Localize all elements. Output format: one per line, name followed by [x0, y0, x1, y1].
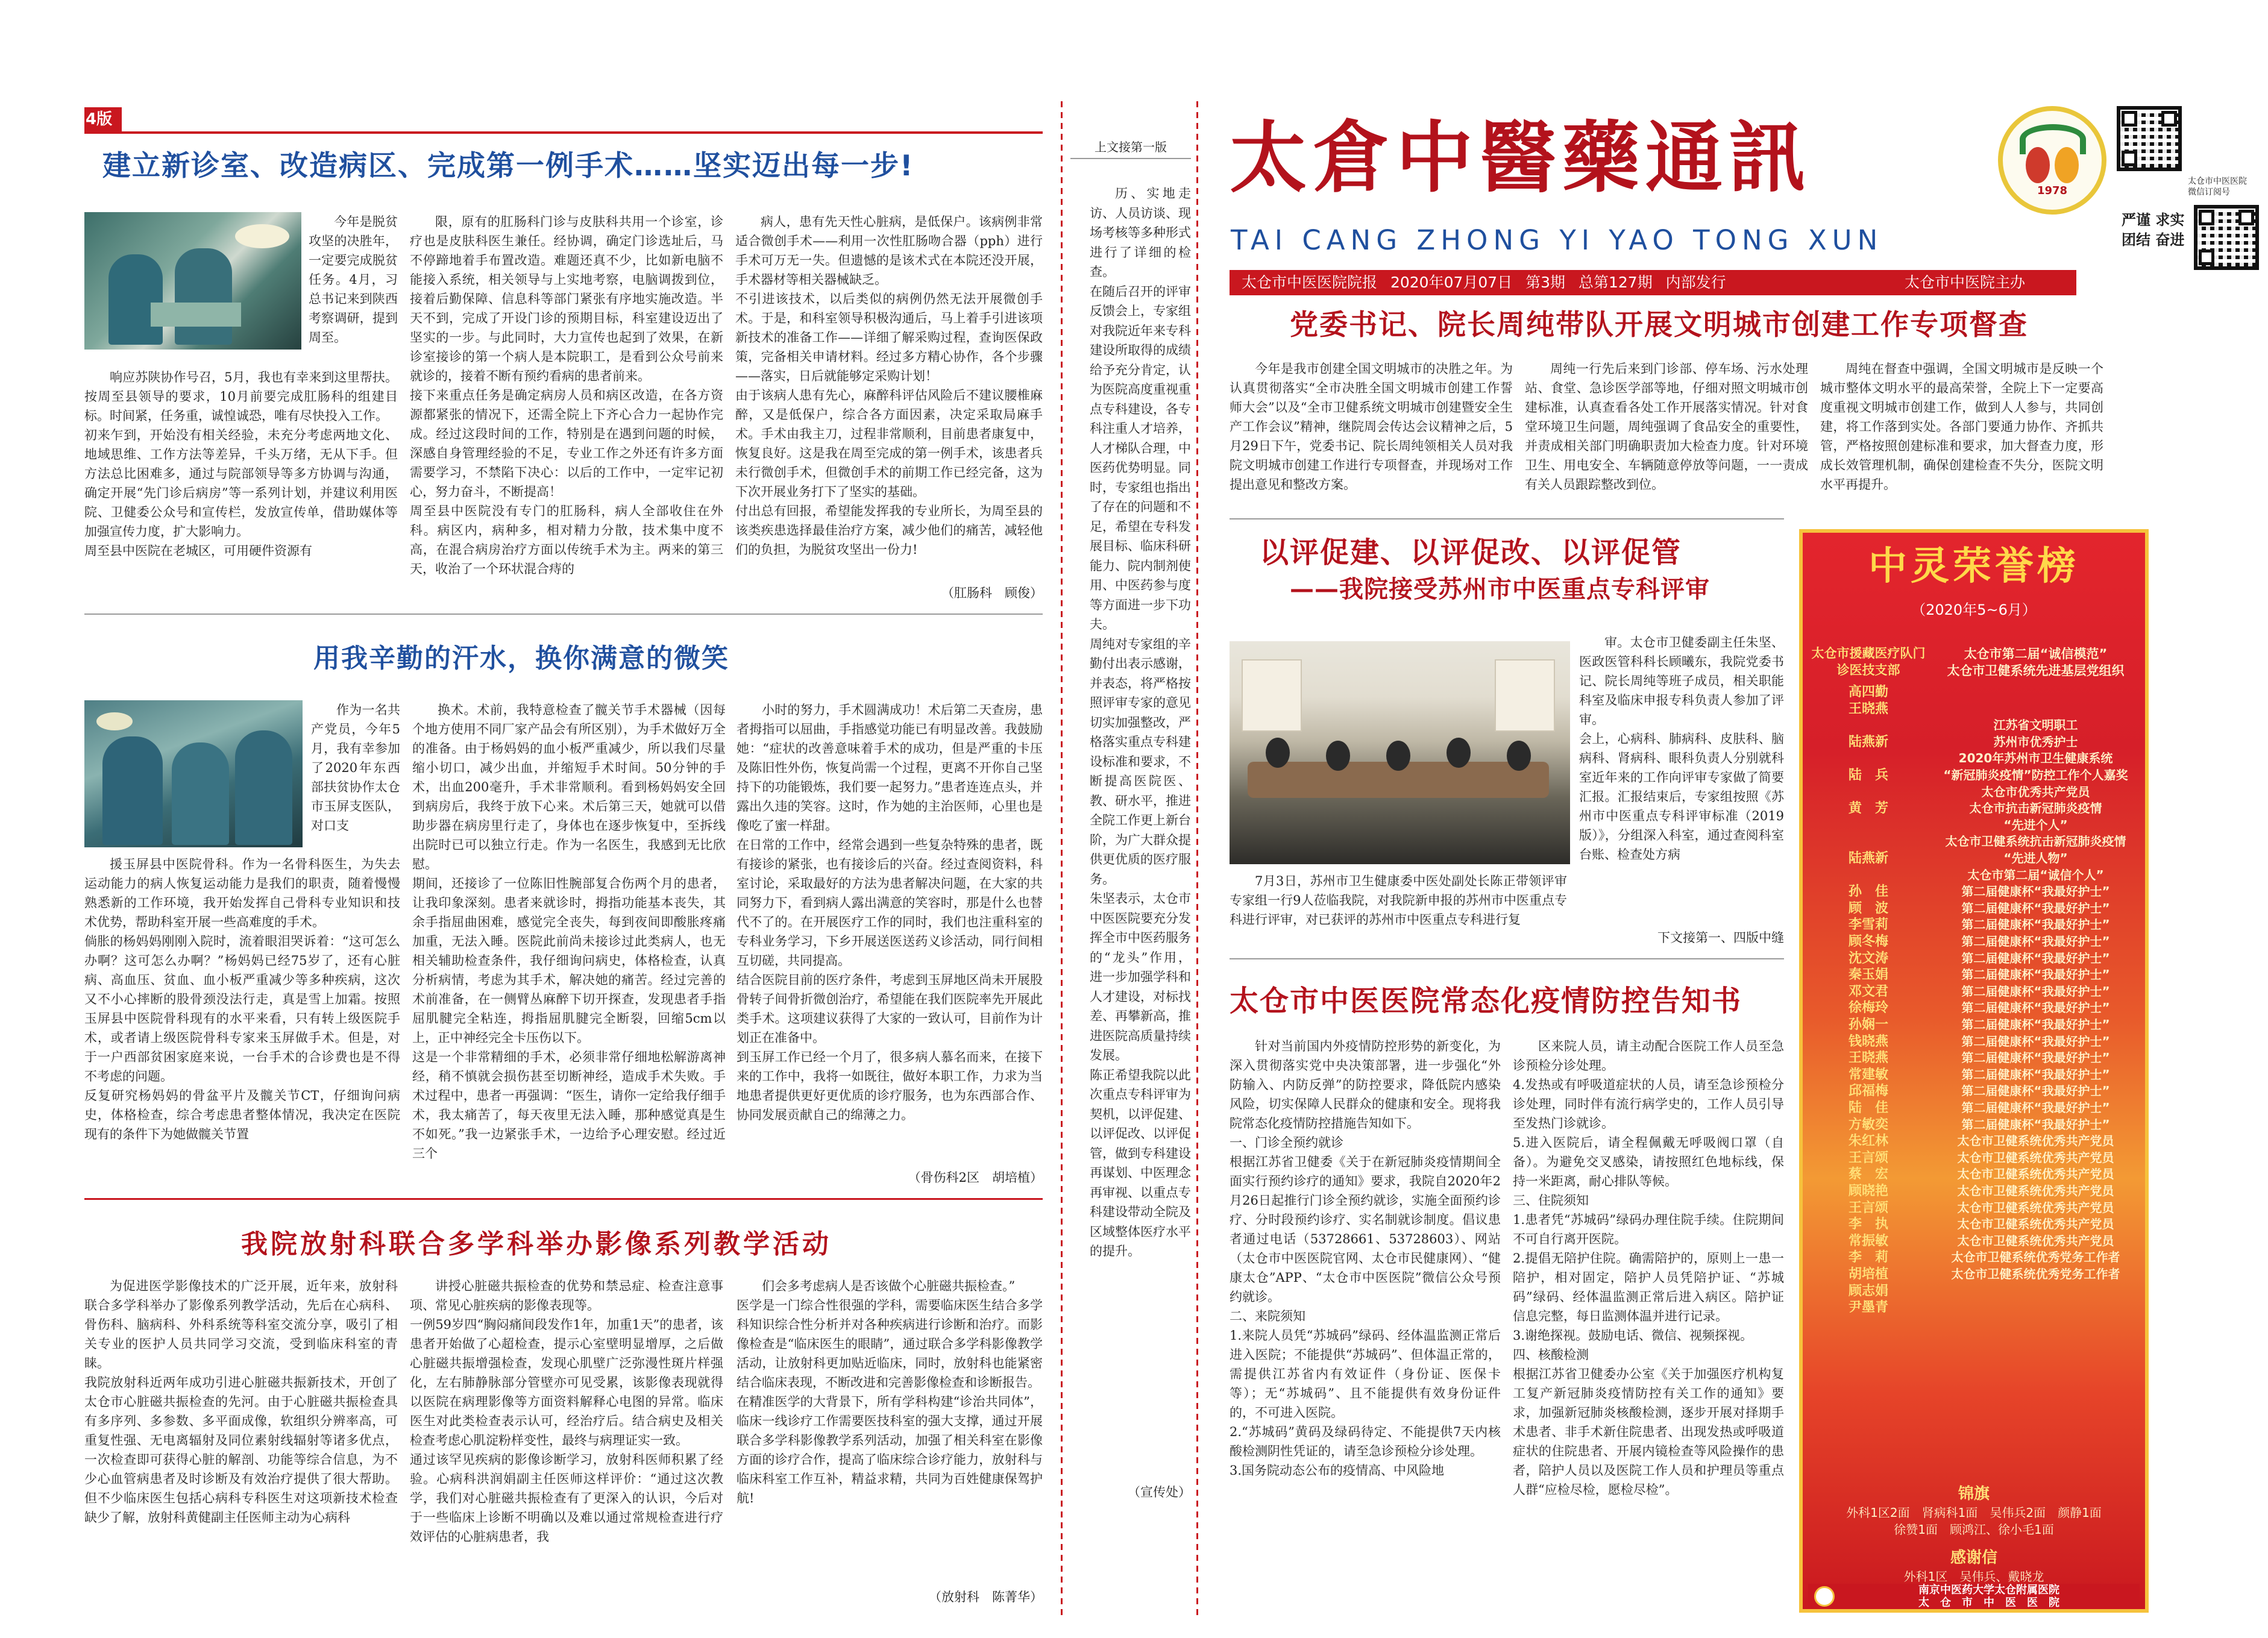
- divider-4: [1230, 958, 1784, 959]
- honor-name: 胡培植: [1848, 1267, 1888, 1282]
- honor-name: 陆燕新: [1848, 734, 1888, 750]
- honor-award: 太仓市第二届“诚信个人”: [1967, 867, 2104, 882]
- honor-award: 太仓市优秀共产党员: [1981, 784, 2090, 799]
- honor-award: 第二届健康杯“我最好护士”: [1961, 1017, 2110, 1032]
- middle-continuation-text: 历、实地走访、人员访谈、现场考核等多种形式进行了详细的检查。 在随后召开的评审反馈会上，专家组对我院近年来专科建设所取得的成绩给予充分肯定，认为医院高度重视重点专科建设，各专科注重人才培养，人才梯队合理，中医药优势明显。同时，专家组也指出了存在的问题和不足，希望在专科发展目标、临床科研能力、院内制剂使用、中医药参与度等方面进一步下功夫。 周纯对专家组的辛勤付出表示感谢，并表态，将严格按照评审专家的意见切实加强整改，严格落实重点专科建设标准和要求，不断提高医院医、教、研水平，推进全院工作更上新台阶，为广大群众提供更优质的医疗服务。 朱坚表示，太仓市中医医院要充分发挥全市中医药服务的“龙头”作用，进一步加强学科和人才建设，对标找差、再攀新高，推进医院高质量持续发展。 陈正希望我院以此次重点专科评审为契机，以评促建、以评促改、以评促管，做到专科建设再谋划、中医理念再审视、以重点专科建设带动全院及区域整体医疗水平的提升。: [1090, 186, 1191, 1258]
- middle-strip-border-right: [1196, 101, 1198, 1620]
- article-2-col2: 换术。术前，我特意检查了髋关节手术器械（因每个地方使用不同厂家产品会有所区别），为手术做好万全的准备。由于杨妈妈的血小板严重减少，所以我们尽量缩小切口，减少出血，并缩短手术时间。50分钟的手术，出血200毫升，手术非常顺利。看到杨妈妈安全回到病房后，我终于放下心来。术后第三天，她就可以借助步器在病房里行走了，身体也在逐步恢复中，至拆线出院时已可以独立行走。作为一名医生，我感到无比欣慰。 期间，还接诊了一位陈旧性腕部复合伤两个月的患者，让我印象深刻。患者来就诊时，拇指功能基本丧失，其余手指屈曲困难，感觉完全丧失，每到夜间即酸胀疼痛加重，无法入睡。医院此前尚未接诊过此类病人，也无相关辅助检查条件，我仔细询问病史，体格检查，认真分析病情，考虑为其手术，解决她的痛苦。经过完善的术前准备，在一侧臂丛麻醉下切开探查，发现患者手指屈肌腱完全粘连，拇指屈肌腱完全断裂，回缩5cm以上，正中神经完全卡压伤以下。 这是一个非常精细的手术，必须非常仔细地松解游离神经，稍不慎就会损伤甚至切断神经，造成手术失败。手术过程中，患者一再强调：“医生，请你一定给我仔细手术，我太痛苦了，每天夜里无法入睡，那种感觉真是生不如死。”我一边紧张手术，一边给予心理安慰。经过近三个: [412, 703, 726, 1161]
- honor-right-head-1: 太仓市第二届“诚信模范”: [1964, 647, 2108, 661]
- honor-name: 李 莉: [1848, 1250, 1888, 1266]
- honor-name: 王言颂: [1848, 1200, 1888, 1216]
- article-6-col-left: 针对当前国内外疫情防控形势的新变化，为深入贯彻落实党中央决策部署，进一步强化“外防输入、内防反弹”的防控要求，降低院内感染风险，切实保障人民群众的健康和安全。现将我院常态化疫情防控措施告知如下。 一、门诊全预约就诊 根据江苏省卫健委《关于在新冠肺炎疫情期间全面实行预约诊疗的通知》要求，我院自2020年2月26日起推行门诊全预约就诊，实施全面预约诊疗、分时段预约诊疗、实名制就诊制度。倡议患者通过电话（53728661、53728603）、网站（太仓市中医医院官网、太仓市民健康网）、“健康太仓”APP、“太仓市中医医院”微信公众号预约就诊。 二、来院须知 1.来院人员凭“苏城码”绿码、经体温监测正常后进入医院；不能提供“苏城码”、但体温正常的，需提供江苏省内有效证件（身份证、医保卡等）；无“苏城码”、且不能提供有效身份证件的，不可进入医院。 2.“苏城码”黄码及绿码待定、不能提供7天内核酸检测阴性凭证的，请至急诊预检分诊处理。 3.国务院动态公布的疫情高、中风险地: [1230, 1039, 1501, 1478]
- honor-award: 太仓市卫健系统优秀党务工作者: [1951, 1267, 2120, 1281]
- article-3-col2: 讲授心脏磁共振检查的优势和禁忌症、检查注意事项、常见心脏疾病的影像表现等。 一例59岁四“胸闷痛间段发作1年，加重1天”的患者，该患者开始做了心超检查，提示心室壁明显增厚，之后做心脏磁共振增强检查，发现心肌壁广泛弥漫性斑片样强化，左右肺静脉部分管壁亦可见受累，该影像表现就得以医院在病理影像等方面资料解释心电图的异常。临床医生对此类检查表示认可，经治疗后。结合病史及相关检查考虑心肌淀粉样变性，最终与病理证实一致。 通过该罕见疾病的影像诊断学习，放射科医师积累了经验。心病科洪润娟副主任医师这样评价：“通过这次教学，我们对心脏磁共振检查有了更深入的认识，今后对于一些临床上诊断不明确以及难以通过常规检查进行疗效评估的心脏病患者，我: [410, 1279, 723, 1544]
- honor-name: 王晓燕: [1848, 701, 1888, 717]
- article-4-col3: 周纯在督查中强调，全国文明城市是反映一个城市整体文明水平的最高荣誉，全院上下一定要高度重视文明城市创建工作，做到人人参与，共同创建，将工作落到实处。各部门要通力协作、齐抓共管，严格按照创建标准和要求，加大督查力度，形成长效管理机制，确保创建检查不失分，医院文明水平再提升。: [1820, 362, 2103, 492]
- honor-award: 第二届健康杯“我最好护士”: [1961, 1084, 2110, 1099]
- honor-award: 第二届健康杯“我最好护士”: [1961, 984, 2110, 999]
- article-5-right: 审。太仓市卫健委副主任朱坚、医政医管科科长顾曦东，我院党委书记、院长周纯等班子成员，相关职能科室及临床申报专科负责人参加了评审。 会上，心病科、肺病科、皮肤科、脑病科、肾病科、眼科负责人分别就科室近年来的工作向评审专家做了简要汇报。汇报结束后，专家组按照《苏州市中医重点专科评审标准（2019版）》，分组深入科室，通过查阅科室台账、检查处方病: [1579, 635, 1784, 862]
- honor-name: 邓文君: [1848, 984, 1888, 999]
- honor-award: 第二届健康杯“我最好护士”: [1961, 1034, 2110, 1049]
- article-5-title: 以评促建、以评促改、以评促管: [1260, 536, 1682, 570]
- article-4-title: 党委书记、院长周纯带队开展文明城市创建工作专项督查: [1290, 309, 2028, 342]
- honor-name: 李雪莉: [1848, 917, 1888, 933]
- article-2-col1: 援玉屏县中医院骨科。作为一名骨科医生，为失去运动能力的病人恢复运动能力是我们的职责，随着慢慢熟悉新的工作环境，我开始发挥自己骨科专业知识和技术优势，帮助科室开展一些高难度的手术。 倘胀的杨妈妈刚刚入院时，流着眼泪哭诉着：“这可怎么办啊？这可怎么办啊？”杨妈妈已经75岁了，还有心脏病、高血压、贫血、血小板严重减少等多种疾病，这次又不小心摔断的股骨颈没法行走，真是雪上加霜。按照玉屏县中医院骨科现有的水平来看，只有转上级医院手术，或者请上级医院骨科专家来玉屏做手术。但是，对于一户西部贫困家庭来说，一台手术的合诊费也是不得不考虑的问题。 反复研究杨妈妈的骨盆平片及髋关节CT，仔细询问病史，体格检查，综合考虑患者整体情况，我决定在医院现有的条件下为她做髋关节置: [84, 857, 400, 1141]
- pennant-line-1: 外科1区2面 肾病科1面 吴伟兵2面 颜静1面: [1846, 1505, 2102, 1520]
- divider-3: [1230, 518, 1784, 519]
- pennant-title: 锦旗: [1958, 1485, 1990, 1503]
- article-1-col2: 限，原有的肛肠科门诊与皮肤科共用一个诊室，诊疗也是皮肤科医生兼任。经协调，确定门诊选址后，马不停蹄地着手布置改造。难题还真不少，比如新电脑不能接入系统，相关领导与上实地考察，电脑调拨到位，接着后勤保障、信息科等部门紧张有序地实施改造。半天不到，完成了开设门诊的预期目标，科室建设迈出了坚实的一步。与此同时，大力宣传也起到了效果，在新诊室接诊的第一个病人是本院职工，是看到公众号前来就诊的，接着不断有预约看病的患者前来。 接下来重点任务是确定病房人员和病区改造，在各方资源都紧张的情况下，还需全院上下齐心合力一起协作完成。经过这段时间的工作，特别是在遇到问题的时候，深感自身管理经验的不足，专业工作之外还有许多方面需要学习，不禁陷下决心：以后的工作中，一定牢记初心，努力奋斗，不断提高！ 周至县中医院没有专门的肛肠科，病人全部收住在外科。病区内，病种多，相对精力分散，技术集中度不高，在混合病房治疗方面以传统手术为主。两来的第三天，收治了一个环状混合痔的: [410, 215, 723, 576]
- divider-1: [84, 613, 1043, 615]
- honor-name: 方敏奕: [1848, 1117, 1888, 1132]
- honor-name: 顾冬梅: [1848, 934, 1888, 949]
- honor-award: 江苏省文明职工: [1993, 718, 2078, 733]
- masthead-slogan-2: 团结 奋进: [2122, 231, 2185, 248]
- honor-name: 黄 芳: [1848, 801, 1888, 817]
- honor-award: 第二届健康杯“我最好护士”: [1961, 1000, 2110, 1015]
- honor-name: 高四勤: [1848, 685, 1888, 700]
- article-4-col2: 周纯一行先后来到门诊部、停车场、污水处理站、食堂、急诊医学部等地，仔细对照文明城市创建标准，认真查看各处工作开展落实情况。针对食堂环境卫生问题，周纯强调了食品安全的重要性，并责成相关部门明确职责加大检查力度。针对环境卫生、用电安全、车辆随意停放等问题，一一责成有关人员跟踪整改到位。: [1525, 362, 1808, 492]
- honor-right-head-2: 太仓市卫健系统先进基层党组织: [1947, 664, 2125, 678]
- article-1-col1-top: 今年是脱贫攻坚的决胜年，一定要完成脱贫任务。4月，习总书记来到陕西考察调研，提到周至。: [309, 215, 398, 345]
- issue-info: 太仓市中医医院院报 2020年07月07日 第3期 总第127期 内部发行: [1242, 274, 1726, 291]
- article-1-signature: （肛肠科 顾俊）: [941, 586, 1043, 600]
- article-5-continuation: 下文接第一、四版中缝: [1657, 930, 1784, 945]
- honor-award: 第二届健康杯“我最好护士”: [1961, 1050, 2110, 1065]
- article-1-col1: 响应苏陕协作号召，5月，我也有幸来到这里帮扶。按周至县领导的要求，10月前要完成肛肠科的组建目标。时间紧，任务重，诚惶诚恐，唯有尽快投入工作。 初来乍到，开始没有相关经验，未充分考虑两地文化、地域思维、工作方法等差异，千头万绪，无从下手。但方法总比困难多，通过与院部领导等多方协调与沟通，确定开展“先门诊后病房”等一系列计划，并建议利用医院、卫健委公众号和宣传栏，发放宣传单，借助媒体等加强宣传力度，扩大影响力。 周至县中医院在老城区，可用硬件资源有: [84, 370, 398, 558]
- honor-award: 第二届健康杯“我最好护士”: [1961, 967, 2110, 982]
- article-6-col-right: 区来院人员，请主动配合医院工作人员至急诊预检分诊处理。 4.发热或有呼吸道症状的人员，请至急诊预检分诊处理，同时伴有流行病学史的，工作人员引导至发热门诊就诊。 5.进入医院后，请全程佩戴无呼吸阀口罩（自备）。为避免交叉感染，请按照红色地标线，保持一米距离，耐心排队等候。 三、住院须知 1.患者凭“苏城码”绿码办理住院手续。住院期间不可自行离开医院。 2.提倡无陪护住院。确需陪护的，原则上一患一陪护，相对固定，陪护人员凭陪护证、“苏城码”绿码、经体温监测正常后进入病区。陪护证信息完整，每日监测体温并进行记录。 3.谢绝探视。鼓励电话、微信、视频探视。 四、核酸检测 根据江苏省卫健委办公室《关于加强医疗机构复工复产新冠肺炎疫情防控有关工作的通知》要求，加强新冠肺炎核酸检测，逐步开展对择期手术患者、非手术新住院患者、出现发热或呼吸道症状的住院患者、开展内镜检查等风险操作的患者，陪护人员以及医院工作人员和护理员等重点人群“应检尽检，愿检尽检”。: [1513, 1039, 1784, 1497]
- masthead-title: 太倉中醫藥通訊: [1230, 113, 1812, 203]
- honor-name: 常振敏: [1848, 1233, 1888, 1249]
- logo-year: 1978: [2037, 184, 2068, 197]
- article-3-title: 我院放射科联合多学科举办影像系列教学活动: [241, 1229, 832, 1260]
- honor-award: 太仓市卫健系统优秀共产党员: [1957, 1134, 2114, 1149]
- article-4-col1: 今年是我市创建全国文明城市的决胜之年。为认真贯彻落实“全市决胜全国文明城市创建工作誓师大会”以及“全市卫健系统文明城市创建暨安全生产工作会议”精神，继院周会传达会议精神之后，5月29日下午，党委书记、院长周纯领相关人员对我院文明城市创建工作进行专项督查，并现场对工作提出意见和整改方案。: [1230, 362, 1513, 492]
- honor-name: 钱晓燕: [1848, 1034, 1888, 1049]
- honor-award: 第二届健康杯“我最好护士”: [1961, 917, 2110, 932]
- article-2-title: 用我辛勤的汗水，换你满意的微笑: [313, 643, 729, 674]
- divider-2: [84, 1198, 1043, 1200]
- honor-award: 太仓市卫健系统优秀共产党员: [1957, 1217, 2114, 1232]
- masthead-slogan-1: 严谨 求实: [2122, 212, 2185, 228]
- honor-award: 第二届健康杯“我最好护士”: [1961, 1117, 2110, 1132]
- honor-name: 顾晓艳: [1848, 1184, 1888, 1199]
- article-1-col3: 病人，患有先天性心脏病，是低保户。该病例非常适合微创手术——利用一次性肛肠吻合器（pph）进行手术可万无一失。但遗憾的是该术式在本院还没开展，手术器材等相关器械缺乏。 不引进该技术，以后类似的病例仍然无法开展微创手术。于是，和科室领导积极沟通后，马上着手引进该项新技术的准备工作——详细了解采购过程，查询医保政策，完备相关申请材料。经过多方精心协作，各个步骤——落实，日后就能够定采购计划！ 由于该病人患有先心，麻醉科评估风险后不建议腰椎麻醉，又是低保户，综合各方面因素，决定采取局麻手术。手术由我主刀，过程非常顺利，目前患者康复中，恢复良好。这是我在周至完成的第一例手术，该患者兵未行微创手术，但微创手术的前期工作已经完备，这为下次开展业务打下了坚实的基础。 付出总有回报，希望能发挥我的专业所长，为周至县的该类疾患选择最佳治疗方案，减少他们的痛苦，减轻他们的负担，为脱贫攻坚出一份力!: [735, 215, 1043, 557]
- page-number: 4版: [86, 110, 113, 128]
- honor-name: 秦玉娟: [1848, 967, 1888, 983]
- article-5-subtitle: ——我院接受苏州市中医重点专科评审: [1290, 576, 1710, 603]
- qr-code-subscription: [2117, 106, 2182, 171]
- honor-award: 苏州市优秀护士: [1993, 734, 2078, 749]
- honor-name: 孙 佳: [1848, 884, 1888, 900]
- article-2-signature: （骨伤科2区 胡培植）: [908, 1170, 1043, 1185]
- honor-name: 顾 波: [1848, 900, 1888, 916]
- honor-award: “先进人物”: [2003, 851, 2068, 865]
- masthead-pinyin: TAI CANG ZHONG YI YAO TONG XUN: [1231, 224, 1883, 256]
- honor-name: 李 执: [1848, 1217, 1888, 1232]
- honor-name: 王言颂: [1848, 1150, 1888, 1166]
- top-rule: [84, 131, 1043, 134]
- honor-award: 太仓市卫健系统优秀党务工作者: [1951, 1250, 2120, 1265]
- honor-award: 2020年苏州市卫生健康系统: [1958, 751, 2113, 766]
- surgery-photo-1: [84, 212, 301, 350]
- honor-name: 陆燕新: [1848, 851, 1888, 866]
- honor-name: 徐梅玲: [1848, 1000, 1888, 1016]
- article-2-col1-top: 作为一名共产党员，今年5月，我有幸参加了2020年东西部扶贫协作太仓市玉屏支医队，对口支: [311, 703, 400, 833]
- honor-footer-1: 南京中医药大学太仓附属医院: [1918, 1584, 2059, 1596]
- honor-name: 蔡 宏: [1848, 1167, 1888, 1182]
- honor-name: 沈文涛: [1848, 950, 1888, 966]
- honor-footer-2: 太 仓 市 中 医 医 院: [1918, 1596, 2059, 1609]
- honor-award: 太仓市卫健系统优秀共产党员: [1957, 1150, 2114, 1165]
- honor-award: 第二届健康杯“我最好护士”: [1961, 950, 2110, 965]
- surgery-photo-2: [84, 700, 303, 847]
- honor-award: 第二届健康杯“我最好护士”: [1961, 1100, 2110, 1115]
- qr-label-subscription: 太仓市中医医院 微信订阅号: [2188, 177, 2247, 197]
- honor-award: 太仓市卫健系统优秀共产党员: [1957, 1233, 2114, 1248]
- honor-name: 邱福梅: [1848, 1084, 1888, 1099]
- middle-note-rule: [1070, 158, 1191, 159]
- honor-name: 朱红林: [1848, 1134, 1888, 1149]
- honor-award: 第二届健康杯“我最好护士”: [1961, 934, 2110, 949]
- article-6-title: 太仓市中医医院常态化疫情防控告知书: [1230, 984, 1742, 1018]
- honor-footer-logo: [1814, 1586, 1835, 1607]
- honor-name: 孙娴一: [1848, 1017, 1888, 1032]
- honor-award: 太仓市卫健系统优秀共产党员: [1957, 1200, 2114, 1215]
- article-3-col1: 为促进医学影像技术的广泛开展，近年来，放射科联合多学科举办了影像系列教学活动，先后在心病科、骨伤科、脑病科、外科系统等科室交流分享，吸引了相关专业的医护人员共同学习交流，受到临床科室的青睐。 我院放射科近两年成功引进心脏磁共振新技术，开创了太仓市心脏磁共振检查的先河。由于心脏磁共振检查具有多序列、多参数、多平面成像，软组织分辨率高，可重复性强、无电离辐射及同位素射线辐射等诸多优点，一次检查即可获得心脏的解剖、功能等综合信息，为不少心血管病患者及时诊断及有效治疗提供了很大帮助。但不少临床医生包括心病科专科医生对这项新技术检查缺少了解，放射科黄健副主任医师主动为心病科: [84, 1279, 398, 1525]
- honor-left-head: 太仓市援藏医疗队门诊医技支部: [1811, 646, 1926, 677]
- honor-name: 常建敏: [1848, 1067, 1888, 1082]
- honor-award: 第二届健康杯“我最好护士”: [1961, 1067, 2110, 1082]
- honor-award: 第二届健康杯“我最好护士”: [1961, 884, 2110, 899]
- honor-award: “新冠肺炎疫情”防控工作个人嘉奖: [1943, 768, 2128, 782]
- thanks-title: 感谢信: [1950, 1549, 1997, 1567]
- middle-top-note: 上文接第一版: [1095, 140, 1167, 154]
- article-2-col3: 小时的努力，手术圆满成功！术后第二天查房，患者拇指可以屈曲，手指感觉功能已有明显改善。我鼓励她：“症状的改善意味着手术的成功，但是严重的卡压及陈旧性外伤，恢复尚需一个过程，更离不开你自己坚持下的功能锻炼，我们要一起努力。”患者连连点头，并露出久违的笑容。这时，作为她的主治医师，心里也是像吃了蜜一样甜。 在日常的工作中，经常会遇到一些复杂特殊的患者，既有接诊的紧张，也有接诊后的兴奋。经过查阅资料，科室讨论，采取最好的方法为患者解决问题，在大家的共同努力下，看到病人露出满意的笑容时，那是什么也替代不了的。在开展医疗工作的同时，我们也注重科室的专科业务学习，下乡开展送医送药义诊活动，同行间相互切磋，共同提高。 结合医院目前的医疗条件，考虑到玉屏地区尚未开展股骨转子间骨折微创治疗，希望能在我们医院率先开展此类手术。这项建议获得了大家的一致认可，目前作为计划正在准备中。 到玉屏工作已经一个月了，很多病人慕名而来，在接下来的工作中，我将一如既往，做好本职工作，力求为当地患者提供更好更优质的诊疗服务，也为东西部合作、协同发展贡献自己的绵薄之力。: [737, 703, 1043, 1122]
- middle-strip-border-left: [1061, 101, 1063, 1620]
- honor-name: 王晓燕: [1848, 1050, 1888, 1066]
- honor-award: 太仓市卫健系统优秀共产党员: [1957, 1184, 2114, 1198]
- pennant-line-2: 徐赞1面 顾鸿江、徐小毛1面: [1894, 1522, 2054, 1537]
- hospital-logo: [1998, 106, 2106, 215]
- article-5-bottom: 7月3日，苏州市卫生健康委中医处副处长陈正带领评审专家组一行9人莅临我院，对我院新申报的苏州市中医重点专科进行评审，对已获评的苏州市中医重点专科进行复: [1230, 874, 1567, 927]
- sponsor: 太仓市中医院主办: [1905, 274, 2026, 291]
- honor-award: 太仓市卫健系统优秀共产党员: [1957, 1167, 2114, 1182]
- honor-name: 顾志娟: [1848, 1283, 1888, 1299]
- honor-name: 陆 兵: [1848, 768, 1888, 783]
- thanks-line-1: 外科1区 吴伟兵、戴晓龙: [1903, 1569, 2044, 1584]
- honor-name: 尹墨青: [1848, 1300, 1888, 1316]
- article-3-signature: （放射科 陈菁华）: [929, 1590, 1043, 1604]
- meeting-photo: [1230, 641, 1570, 864]
- honor-name: 陆 佳: [1848, 1100, 1888, 1116]
- honor-title: 中灵荣誉榜: [1868, 544, 2079, 589]
- middle-signature: （宣传处）: [1128, 1485, 1191, 1499]
- article-1-title: 建立新诊室、改造病区、完成第一例手术……坚实迈出每一步!: [102, 149, 914, 183]
- honor-period: （2020年5~6月）: [1911, 601, 2037, 618]
- article-3-col3: 们会多考虑病人是否该做个心脏磁共振检查。” 医学是一门综合性很强的学科，需要临床医生结合多学科知识综合性分析并对各种疾病进行诊断和治疗。而影像检查是“临床医生的眼睛”，通过联合多学科影像教学活动，让放射科更加贴近临床，同时，放射科也能紧密结合临床表现，不断改进和完善影像检查和诊断报告。 在精准医学的大背景下，所有学科构建“诊治共同体”，临床一线诊疗工作需要医技科室的强大支撑，通过开展联合多学科影像教学系列活动，加强了相关科室在影像方面的诊疗合作，提高了临床综合诊疗能力，放射科与临床科室工作互补，精益求精，共同为百姓健康保驾护航!: [737, 1279, 1043, 1505]
- honor-award: 太仓市卫健系统抗击新冠肺炎疫情: [1945, 834, 2126, 849]
- honor-award: 第二届健康杯“我最好护士”: [1961, 900, 2110, 915]
- qr-code-service-box: [2194, 205, 2259, 270]
- honor-award: “先进个人”: [2003, 817, 2068, 832]
- honor-award: 太仓市抗击新冠肺炎疫情: [1969, 801, 2102, 816]
